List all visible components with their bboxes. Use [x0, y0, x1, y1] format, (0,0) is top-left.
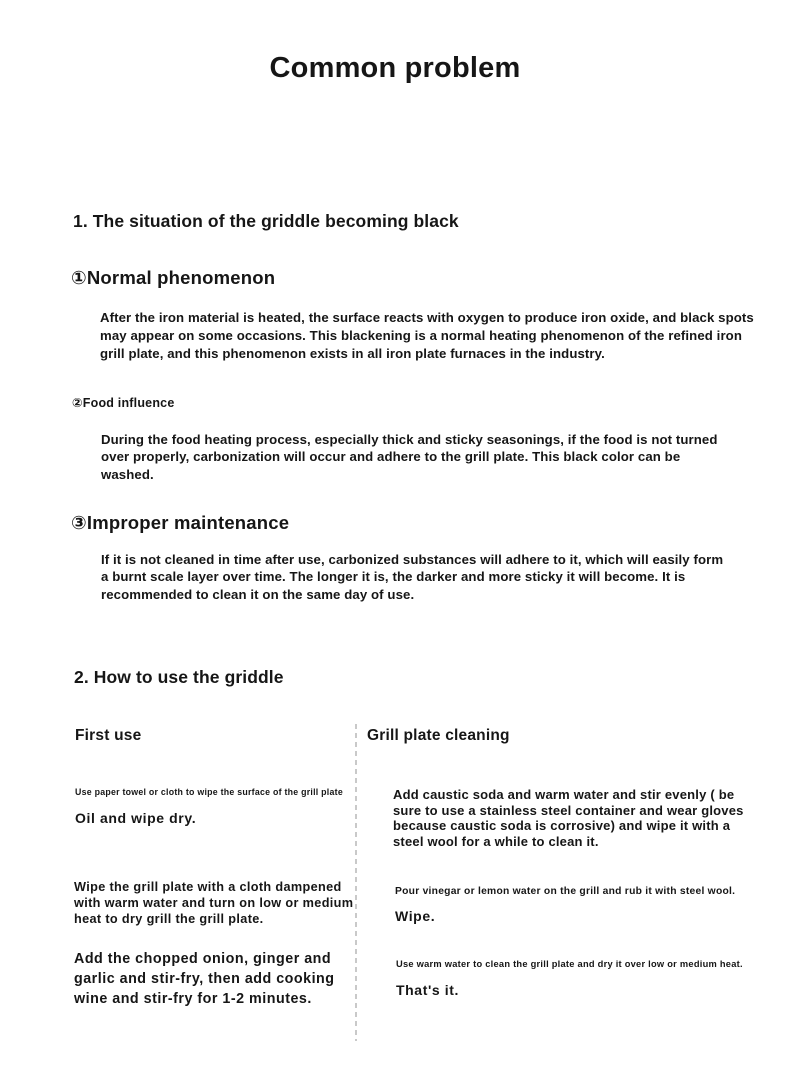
grill-cleaning-step1-action: Add caustic soda and warm water and stir evenly ( be sure to use a stainless steel container and wear gloves because caustic soda is corrosive) and wipe it with a steel wool for a while to clean it.	[393, 787, 744, 849]
first-use-step2-action: Wipe the grill plate with a cloth dampened with warm water and turn on low or medium heat to dry grill the grill plate.	[74, 880, 354, 926]
improper-maintenance-heading: ③Improper maintenance	[71, 512, 290, 533]
first-use-step1-note: Use paper towel or cloth to wipe the surface of the grill plate	[75, 787, 343, 797]
normal-phenomenon-body: After the iron material is heated, the surface reacts with oxygen to produce iron oxide, and black spots may appear on some occasions. This blackening is a normal heating phenomenon of the refined iron grill plate, and this phenomenon exists in all iron plate furnaces in the industry.	[100, 310, 754, 361]
grill-cleaning-step2-action: Wipe.	[395, 908, 436, 924]
grill-cleaning-step2-note: Pour vinegar or lemon water on the grill and rub it with steel wool.	[395, 886, 736, 897]
normal-phenomenon-heading: ①Normal phenomenon	[71, 267, 276, 288]
section1-heading: 1. The situation of the griddle becoming black	[73, 211, 459, 231]
grill-cleaning-step3-note: Use warm water to clean the grill plate and dry it over low or medium heat.	[396, 959, 743, 969]
grill-cleaning-heading: Grill plate cleaning	[367, 727, 510, 744]
grill-cleaning-step3-action: That's it.	[396, 982, 459, 998]
section2-heading: 2. How to use the griddle	[74, 667, 284, 687]
food-influence-heading: ②Food influence	[72, 396, 175, 410]
first-use-heading: First use	[75, 727, 142, 744]
food-influence-body: During the food heating process, especially thick and sticky seasonings, if the food is not turned over properly, carbonization will occur and adhere to the grill plate. This black color can be washed.	[101, 432, 718, 482]
first-use-step1-action: Oil and wipe dry.	[75, 810, 197, 826]
page-title: Common problem	[269, 52, 521, 84]
improper-maintenance-body: If it is not cleaned in time after use, carbonized substances will adhere to it, which will easily form a burnt scale layer over time. The longer it is, the darker and more sticky it will become. It is recommended to clean it on the same day of use.	[101, 552, 724, 602]
first-use-step3-action: Add the chopped onion, ginger and garlic and stir-fry, then add cooking wine and stir-fry for 1-2 minutes.	[74, 951, 335, 1007]
